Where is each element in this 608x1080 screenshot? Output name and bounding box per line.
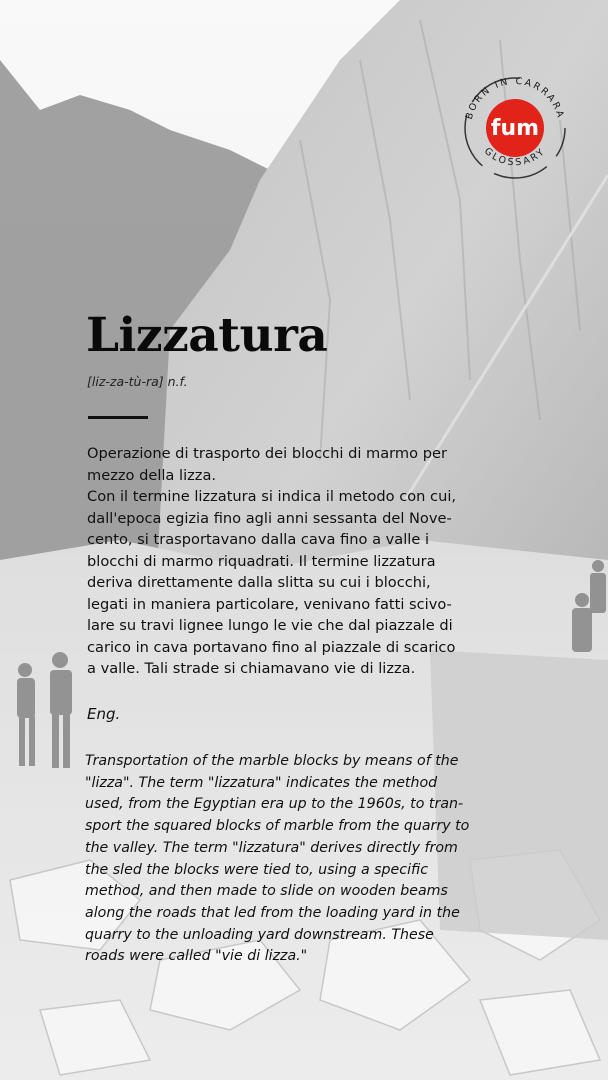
definition-italian: Operazione di trasporto dei blocchi di marmo per mezzo della lizza. Con il termine lizzatura si indica il metodo con cui, dall'epoca egizia fino agli anni sessanta del Nove- cento, si trasportavano dalla cava fino a valle i blocchi di marmo riquadrati. Il termine lizzatura deriva direttamente dalla slitta su cui i blocchi, legati in maniera particolare, venivano fatti scivo- lare su travi lignee lungo le vie che dal piazzale di carico in cava portavano fino al piazzale di scarico a valle. Tali strade si chiamavano vie di lizza.	[87, 445, 457, 677]
english-label: Eng.	[87, 705, 121, 723]
fum-logo-text: fum	[490, 116, 540, 141]
badge-bottom-text: GLOSSARY	[481, 145, 549, 169]
definition-english: Transportation of the marble blocks by means of the "lizza". The term "lizzatura" indicates the method used, from the Egyptian era up to the 1960s, to tran- sport the squared blocks of marble from the quarry to the valley. The term "lizzatura" derives directly from the sled the blocks were tied to, using a specific method, and then made to slide on wooden beams along the roads that led from the loading yard in the quarry to the unloading yard downstream. These roads were called "vie di lizza."	[85, 753, 470, 965]
badge-top-text: BORN IN CARRARA	[463, 75, 567, 121]
born-in-carrara-glossary-badge	[455, 68, 575, 188]
title-divider	[88, 416, 148, 419]
pronunciation: [liz-za-tù-ra] n.f.	[87, 374, 188, 389]
entry-title: Lizzatura	[86, 308, 328, 363]
